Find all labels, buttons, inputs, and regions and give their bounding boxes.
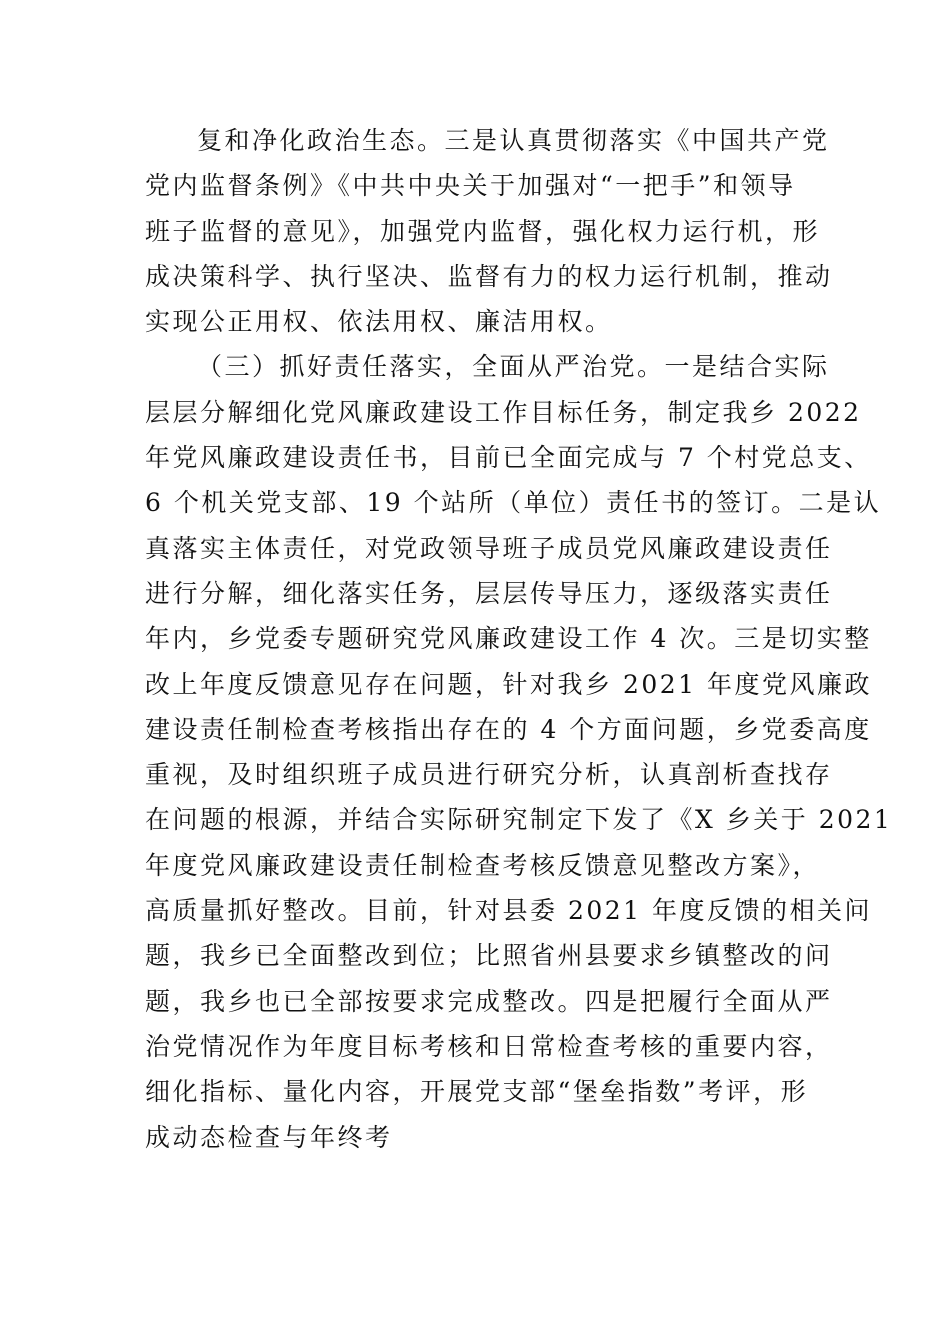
text-line: 在问题的根源，并结合实际研究制定下发了《X 乡关于 2021 xyxy=(145,805,893,835)
text-line: 6 个机关党支部、19 个站所（单位）责任书的签订。二是认 xyxy=(145,488,882,518)
text-line: 年度党风廉政建设责任制检查考核反馈意见整改方案》， xyxy=(145,850,821,880)
text-line: 细化指标、量化内容，开展党支部“堡垒指数”考评，形 xyxy=(145,1077,809,1107)
text-line: 重视，及时组织班子成员进行研究分析，认真剖析查找存 xyxy=(145,760,833,790)
text-line: 年内，乡党委专题研究党风廉政建设工作 4 次。三是切实整 xyxy=(145,624,872,654)
text-line: 实现公正用权、依法用权、廉洁用权。 xyxy=(145,307,613,337)
text-line: 进行分解，细化落实任务，层层传导压力，逐级落实责任 xyxy=(145,578,833,608)
text-line: 题，我乡已全面整改到位；比照省州县要求乡镇整改的问 xyxy=(145,941,833,971)
text-line: 党内监督条例》《中共中央关于加强对“一把手”和领导 xyxy=(145,171,796,201)
text-line: 治党情况作为年度目标考核和日常检查考核的重要内容， xyxy=(145,1031,833,1061)
body-text xyxy=(145,118,893,1160)
text-line: 层层分解细化党风廉政建设工作目标任务，制定我乡 2022 xyxy=(145,397,862,427)
text-line: 高质量抓好整改。目前，针对县委 2021 年度反馈的相关问 xyxy=(145,896,873,926)
text-line: 改上年度反馈意见存在问题，针对我乡 2021 年度党风廉政 xyxy=(145,669,873,699)
text-line: 成动态检查与年终考 xyxy=(145,1122,393,1152)
text-line: 建设责任制检查考核指出存在的 4 个方面问题，乡党委高度 xyxy=(145,714,872,744)
text-line: 真落实主体责任，对党政领导班子成员党风廉政建设责任 xyxy=(145,533,833,563)
text-line: 复和净化政治生态。三是认真贯彻落实《中国共产党 xyxy=(197,126,830,155)
text-line: 班子监督的意见》，加强党内监督，强化权力运行机，形 xyxy=(145,216,821,246)
text-line: 年党风廉政建设责任书，目前已全面完成与 7 个村党总支、 xyxy=(145,443,872,473)
text-line: 题，我乡也已全部按要求完成整改。四是把履行全面从严 xyxy=(145,986,833,1016)
text-line: 成决策科学、执行坚决、监督有力的权力运行机制，推动 xyxy=(145,261,833,291)
section-heading-line: （三）抓好责任落实，全面从严治党。一是结合实际 xyxy=(197,352,830,382)
